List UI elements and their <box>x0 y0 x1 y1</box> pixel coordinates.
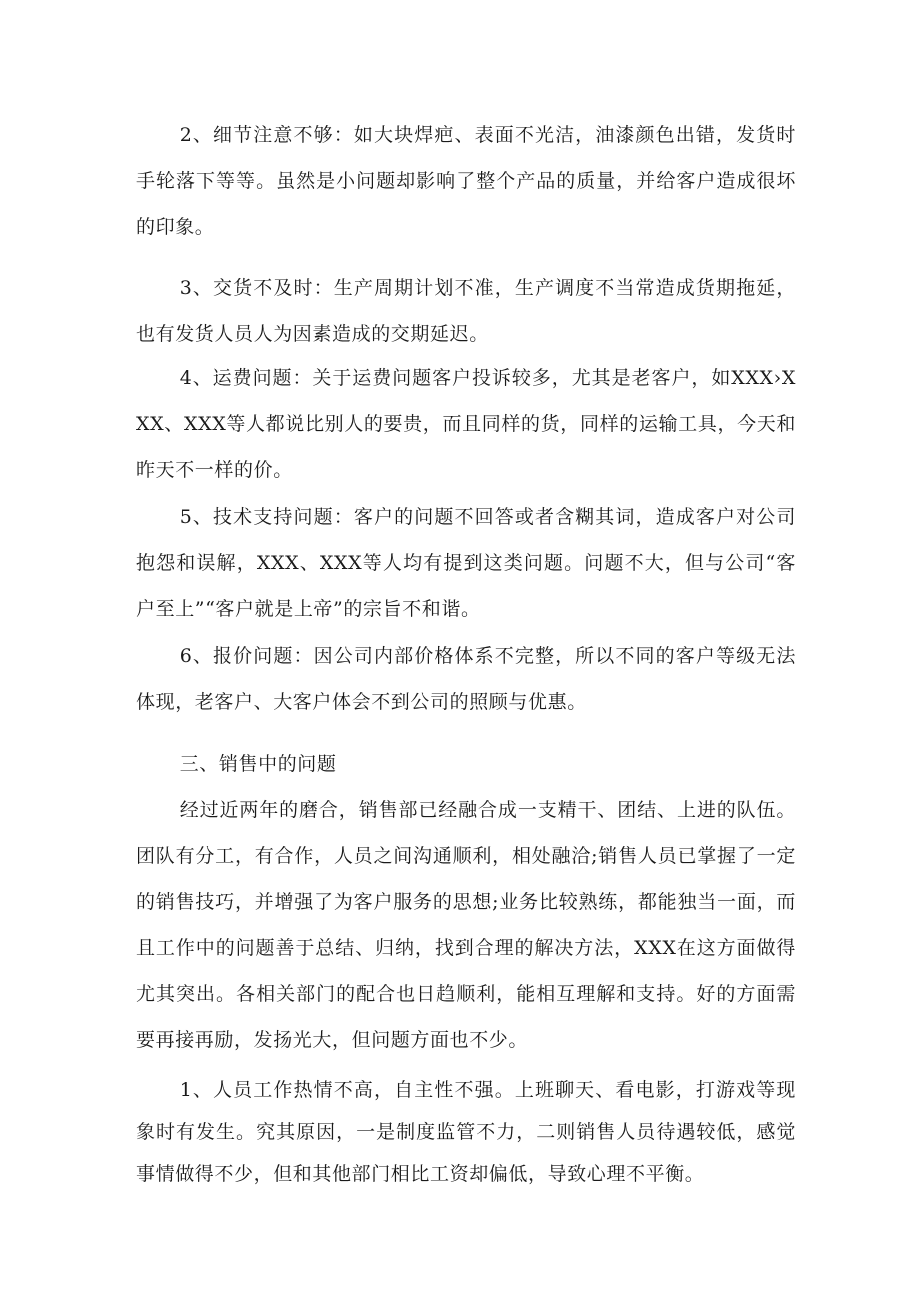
paragraph-late-delivery: 3、交货不及时：生产周期计划不准，生产调度不当常造成货期拖延，也有发货人员人为因素造成的交期延迟。 <box>136 277 796 345</box>
paragraph-freight-issue: 4、运费问题：关于运费问题客户投诉较多，尤其是老客户，如XXX›XXX、XXX等人都说比别人的要贵，而且同样的货，同样的运输工具，今天和昨天不一样的价。 <box>136 367 796 481</box>
section-heading-sales-problems: 三、销售中的问题 <box>179 753 337 775</box>
paragraph-tech-support: 5、技术支持问题：客户的问题不回答或者含糊其词，造成客户对公司抱怨和误解，XXX、XXX等人均有提到这类问题。问题不大，但与公司“客户至上”“客户就是上帝”的宗旨不和谐。 <box>136 506 796 620</box>
paragraph-sales-team-summary: 经过近两年的磨合，销售部已经融合成一支精干、团结、上进的队伍。团队有分工，有合作，人员之间沟通顺利，相处融洽;销售人员已掌握了一定的销售技巧，并增强了为客户服务的思想;业务比较熟练，都能独当一面，而且工作中的问题善于总结、归纳，找到合理的解决方法，XXX在这方面做得尤其突出。各相关部门的配合也日趋顺利，能相互理解和支持。好的方面需要再接再励，发扬光大，但问题方面也不少。 <box>136 799 796 1051</box>
paragraph-detail-attention: 2、细节注意不够：如大块焊疤、表面不光洁，油漆颜色出错，发货时手轮落下等等。虽然是小问题却影响了整个产品的质量，并给客户造成很坏的印象。 <box>136 124 796 238</box>
paragraph-staff-motivation: 1、人员工作热情不高，自主性不强。上班聊天、看电影，打游戏等现象时有发生。究其原因，一是制度监管不力，二则销售人员待遇较低，感觉事情做得不少，但和其他部门相比工资却偏低，导致心理不平衡。 <box>136 1079 796 1185</box>
paragraph-quotation: 6、报价问题：因公司内部价格体系不完整，所以不同的客户等级无法体现，老客户、大客户体会不到公司的照顾与优惠。 <box>136 645 796 713</box>
